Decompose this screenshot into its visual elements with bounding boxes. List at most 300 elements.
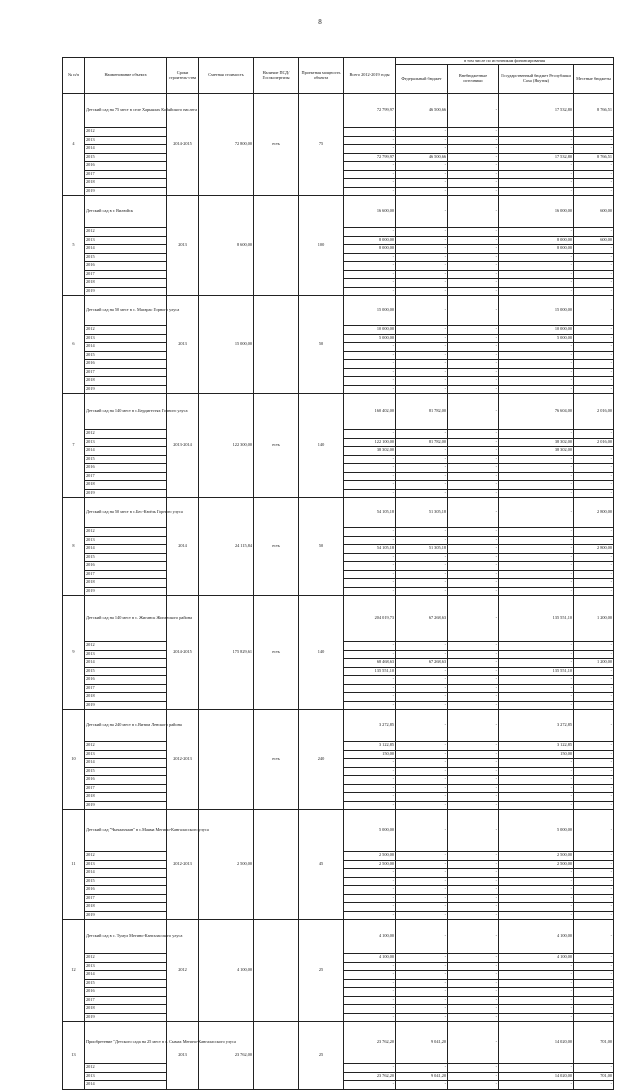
year-state: - — [499, 455, 574, 464]
year-federal: - — [396, 676, 448, 685]
year-state: - — [499, 360, 574, 369]
year-local: - — [574, 776, 614, 785]
year-total: - — [344, 187, 396, 196]
year-local: - — [574, 767, 614, 776]
year-offbudget: - — [448, 245, 499, 254]
year-state: - — [499, 801, 574, 810]
year-local: - — [574, 642, 614, 651]
year-label: 2017 — [85, 170, 167, 179]
object-offbudget: - — [448, 296, 499, 326]
year-total: 5 000,00 — [344, 334, 396, 343]
year-federal: - — [396, 170, 448, 179]
year-federal: - — [396, 587, 448, 596]
year-label: 2013 — [85, 860, 167, 869]
year-label: 2016 — [85, 162, 167, 171]
year-offbudget: - — [448, 279, 499, 288]
object-capacity: 50 — [299, 498, 344, 596]
object-capacity: 140 — [299, 394, 344, 498]
object-terms: 2013 — [167, 196, 199, 296]
year-offbudget: - — [448, 464, 499, 473]
object-cost: 72 800,00 — [199, 94, 254, 196]
object-offbudget: - — [448, 810, 499, 852]
year-federal: - — [396, 667, 448, 676]
object-name: Детский сад на 140 мест в с.Бердигестях Горного улуса — [85, 394, 167, 430]
year-label: 2014 — [85, 447, 167, 456]
year-federal: - — [396, 455, 448, 464]
year-label: 2018 — [85, 579, 167, 588]
year-label: 2017 — [85, 684, 167, 693]
year-federal: - — [396, 447, 448, 456]
year-total: - — [344, 587, 396, 596]
year-offbudget: - — [448, 570, 499, 579]
year-label: 2014 — [85, 1081, 167, 1090]
year-label: 2018 — [85, 903, 167, 912]
year-offbudget: - — [448, 262, 499, 271]
year-local: - — [574, 579, 614, 588]
year-total: 38 302,00 — [344, 447, 396, 456]
year-federal: - — [396, 179, 448, 188]
year-total: 8 000,00 — [344, 245, 396, 254]
year-federal: - — [396, 971, 448, 980]
object-offbudget: - — [448, 394, 499, 430]
object-psd: есть — [254, 710, 299, 810]
year-local: - — [574, 954, 614, 963]
year-offbudget: - — [448, 1064, 499, 1073]
object-name: Детский сад на 50 мест в с. Магарас Горного улуса — [85, 296, 167, 326]
year-state: - — [499, 287, 574, 296]
year-offbudget: - — [448, 368, 499, 377]
year-total: 122 100,00 — [344, 438, 396, 447]
year-federal: - — [396, 750, 448, 759]
year-local: - — [574, 136, 614, 145]
year-federal: - — [396, 464, 448, 473]
year-state: - — [499, 270, 574, 279]
year-offbudget: - — [448, 971, 499, 980]
year-state: - — [499, 262, 574, 271]
year-offbudget: - — [448, 447, 499, 456]
object-local: 1 200,00 — [574, 596, 614, 642]
year-federal: - — [396, 869, 448, 878]
object-capacity: 25 — [299, 1022, 344, 1090]
year-offbudget: - — [448, 996, 499, 1005]
year-local: - — [574, 988, 614, 997]
year-offbudget: - — [448, 667, 499, 676]
year-total: - — [344, 279, 396, 288]
object-total: 15 000,00 — [344, 296, 396, 326]
year-state: - — [499, 911, 574, 920]
year-label: 2019 — [85, 587, 167, 596]
col-header-terms: Сроки строитель-ства — [167, 58, 199, 94]
year-offbudget: - — [448, 145, 499, 154]
object-cost: 8 600,00 — [199, 196, 254, 296]
year-local: - — [574, 869, 614, 878]
year-label: 2019 — [85, 801, 167, 810]
year-local: - — [574, 472, 614, 481]
year-total: - — [344, 676, 396, 685]
object-capacity: 240 — [299, 710, 344, 810]
year-state: - — [499, 659, 574, 668]
year-offbudget: - — [448, 894, 499, 903]
year-state: - — [499, 187, 574, 196]
object-row — [63, 810, 614, 852]
year-total: - — [344, 1013, 396, 1022]
object-number: 13 — [63, 1022, 85, 1090]
year-offbudget: - — [448, 553, 499, 562]
year-label: 2013 — [85, 236, 167, 245]
object-terms: 2014 — [167, 498, 199, 596]
object-row — [63, 710, 614, 742]
year-state: - — [499, 971, 574, 980]
year-total: - — [344, 579, 396, 588]
object-offbudget: - — [448, 196, 499, 228]
object-state: 15 000,00 — [499, 296, 574, 326]
year-label: 2019 — [85, 911, 167, 920]
year-local: - — [574, 385, 614, 394]
year-total: - — [344, 270, 396, 279]
object-local: 600,00 — [574, 196, 614, 228]
year-label: 2018 — [85, 481, 167, 490]
year-state: 4 100,00 — [499, 954, 574, 963]
year-total: - — [344, 911, 396, 920]
year-offbudget: - — [448, 1081, 499, 1090]
year-local: 1 200,00 — [574, 659, 614, 668]
year-local: - — [574, 553, 614, 562]
object-local: 701,00 — [574, 1022, 614, 1064]
year-federal: - — [396, 988, 448, 997]
year-offbudget: - — [448, 528, 499, 537]
year-state: - — [499, 368, 574, 377]
year-federal: - — [396, 759, 448, 768]
object-cost — [199, 710, 254, 810]
year-state: - — [499, 776, 574, 785]
year-federal: - — [396, 360, 448, 369]
year-label: 2019 — [85, 1013, 167, 1022]
year-label: 2012 — [85, 1064, 167, 1073]
year-state: - — [499, 385, 574, 394]
year-federal: - — [396, 162, 448, 171]
year-state: - — [499, 996, 574, 1005]
object-name: Детский сад на 75 мест в селе Харыялах Кобяйского наслега — [85, 94, 167, 128]
year-state: - — [499, 162, 574, 171]
year-total: 3 122,85 — [344, 742, 396, 751]
year-local: - — [574, 528, 614, 537]
year-state: 17 532,80 — [499, 153, 574, 162]
year-label: 2013 — [85, 334, 167, 343]
year-local: 600,00 — [574, 236, 614, 245]
year-state: - — [499, 145, 574, 154]
year-label: 2015 — [85, 553, 167, 562]
object-psd: есть — [254, 94, 299, 196]
year-state: 14 020,00 — [499, 1072, 574, 1081]
year-federal: - — [396, 801, 448, 810]
year-label: 2019 — [85, 489, 167, 498]
year-total: - — [344, 894, 396, 903]
year-offbudget: - — [448, 187, 499, 196]
object-total: 160 402,00 — [344, 394, 396, 430]
object-cost: 175 829,61 — [199, 596, 254, 710]
year-federal: - — [396, 701, 448, 710]
year-state: 10 000,00 — [499, 326, 574, 335]
year-state: - — [499, 1081, 574, 1090]
year-federal: - — [396, 536, 448, 545]
year-state: - — [499, 562, 574, 571]
year-local: - — [574, 684, 614, 693]
year-federal: - — [396, 911, 448, 920]
object-row — [63, 196, 614, 228]
year-offbudget: - — [448, 377, 499, 386]
year-local: - — [574, 128, 614, 137]
year-local: - — [574, 343, 614, 352]
year-federal: 67 268,63 — [396, 659, 448, 668]
year-state: - — [499, 759, 574, 768]
year-local: - — [574, 464, 614, 473]
year-state: 8 000,00 — [499, 236, 574, 245]
object-federal: - — [396, 296, 448, 326]
year-offbudget: - — [448, 326, 499, 335]
year-state: - — [499, 170, 574, 179]
year-label: 2018 — [85, 1005, 167, 1014]
year-local: 2 016,00 — [574, 438, 614, 447]
year-state: - — [499, 1013, 574, 1022]
year-offbudget: - — [448, 801, 499, 810]
object-terms: 2013 — [167, 1022, 199, 1090]
year-local: - — [574, 1081, 614, 1090]
year-offbudget: - — [448, 334, 499, 343]
object-terms: 2012-2013 — [167, 710, 199, 810]
year-federal: - — [396, 693, 448, 702]
year-label: 2012 — [85, 954, 167, 963]
year-offbudget: - — [448, 877, 499, 886]
year-local: - — [574, 676, 614, 685]
year-total: - — [344, 262, 396, 271]
year-total: - — [344, 553, 396, 562]
object-psd: есть — [254, 498, 299, 596]
year-total: - — [344, 570, 396, 579]
year-state: - — [499, 886, 574, 895]
year-offbudget: - — [448, 179, 499, 188]
year-label: 2017 — [85, 894, 167, 903]
object-cost: 4 100,00 — [199, 920, 254, 1022]
object-state: 16 000,00 — [499, 196, 574, 228]
year-local: 701,00 — [574, 1072, 614, 1081]
year-local: - — [574, 996, 614, 1005]
object-federal: - — [396, 920, 448, 954]
year-state: - — [499, 136, 574, 145]
object-terms: 2014-2015 — [167, 94, 199, 196]
year-offbudget: - — [448, 776, 499, 785]
year-offbudget: - — [448, 642, 499, 651]
year-local: - — [574, 360, 614, 369]
object-state: 135 551,10 — [499, 596, 574, 642]
year-state: - — [499, 351, 574, 360]
year-label: 2017 — [85, 472, 167, 481]
year-state: - — [499, 570, 574, 579]
year-label: 2015 — [85, 153, 167, 162]
year-total: - — [344, 368, 396, 377]
year-offbudget: - — [448, 153, 499, 162]
year-local: - — [574, 287, 614, 296]
year-state: - — [499, 903, 574, 912]
year-local: - — [574, 179, 614, 188]
year-federal: - — [396, 472, 448, 481]
year-offbudget: - — [448, 759, 499, 768]
year-federal: - — [396, 954, 448, 963]
year-offbudget: - — [448, 385, 499, 394]
year-federal: 81 782,00 — [396, 438, 448, 447]
year-federal: - — [396, 245, 448, 254]
year-label: 2016 — [85, 262, 167, 271]
year-label: 2019 — [85, 187, 167, 196]
year-offbudget: - — [448, 742, 499, 751]
object-state: 76 604,00 — [499, 394, 574, 430]
year-local: - — [574, 650, 614, 659]
year-total: - — [344, 988, 396, 997]
year-label: 2013 — [85, 1072, 167, 1081]
year-label: 2014 — [85, 145, 167, 154]
year-local: - — [574, 701, 614, 710]
year-label: 2012 — [85, 528, 167, 537]
object-capacity: 50 — [299, 296, 344, 394]
year-total: - — [344, 996, 396, 1005]
year-state: - — [499, 767, 574, 776]
year-offbudget: - — [448, 860, 499, 869]
year-total: - — [344, 869, 396, 878]
year-offbudget: - — [448, 911, 499, 920]
object-total: 5 000,00 — [344, 810, 396, 852]
col-header-no: № п/п — [63, 58, 85, 94]
year-total: 10 000,00 — [344, 326, 396, 335]
year-local: - — [574, 801, 614, 810]
year-local: - — [574, 245, 614, 254]
col-header-group: в том числе по источникам финансирования — [396, 58, 614, 65]
year-total: 2 500,00 — [344, 852, 396, 861]
object-terms: 2012 — [167, 920, 199, 1022]
col-header-capacity: Проектная мощность объекта — [299, 58, 344, 94]
year-label: 2012 — [85, 742, 167, 751]
object-name: Приобретение "Детского сада на 25 мест в с. Сымах Мегино-Кангаласского улуса — [85, 1022, 167, 1064]
year-total: - — [344, 351, 396, 360]
col-header-federal: Федеральный бюджет — [396, 65, 448, 94]
year-federal: - — [396, 228, 448, 237]
year-total: - — [344, 793, 396, 802]
object-total: 72 799,97 — [344, 94, 396, 128]
year-local: - — [574, 481, 614, 490]
year-total: - — [344, 562, 396, 571]
year-total: 72 799,97 — [344, 153, 396, 162]
year-total: - — [344, 1005, 396, 1014]
object-row — [63, 596, 614, 642]
year-total: - — [344, 136, 396, 145]
year-local: - — [574, 971, 614, 980]
year-total: - — [344, 1064, 396, 1073]
object-number: 9 — [63, 596, 85, 710]
year-offbudget: - — [448, 693, 499, 702]
object-total: 4 100,00 — [344, 920, 396, 954]
year-state: - — [499, 962, 574, 971]
year-state: 2 500,00 — [499, 852, 574, 861]
year-offbudget: - — [448, 455, 499, 464]
object-local: 8 766,51 — [574, 94, 614, 128]
year-state: - — [499, 877, 574, 886]
year-offbudget: - — [448, 438, 499, 447]
year-total: - — [344, 979, 396, 988]
year-label: 2018 — [85, 179, 167, 188]
year-offbudget: - — [448, 979, 499, 988]
year-offbudget: - — [448, 481, 499, 490]
year-state: - — [499, 979, 574, 988]
year-local: - — [574, 536, 614, 545]
year-label: 2013 — [85, 536, 167, 545]
year-federal: - — [396, 684, 448, 693]
year-state: - — [499, 701, 574, 710]
year-total: - — [344, 145, 396, 154]
year-total: - — [344, 228, 396, 237]
year-local: - — [574, 270, 614, 279]
year-federal: - — [396, 489, 448, 498]
object-number: 8 — [63, 498, 85, 596]
year-label: 2013 — [85, 136, 167, 145]
year-label: 2018 — [85, 693, 167, 702]
year-offbudget: - — [448, 1013, 499, 1022]
year-state: - — [499, 587, 574, 596]
year-offbudget: - — [448, 162, 499, 171]
object-row — [63, 498, 614, 528]
object-psd — [254, 920, 299, 1022]
year-total: - — [344, 385, 396, 394]
year-federal: - — [396, 996, 448, 1005]
year-offbudget: - — [448, 128, 499, 137]
year-offbudget: - — [448, 351, 499, 360]
year-offbudget: - — [448, 659, 499, 668]
year-label: 2012 — [85, 128, 167, 137]
object-name: Детский сад на 240 мест в с.Витим Ленского района — [85, 710, 167, 742]
year-federal: - — [396, 136, 448, 145]
year-total: - — [344, 776, 396, 785]
year-offbudget: - — [448, 579, 499, 588]
object-capacity: 100 — [299, 196, 344, 296]
year-label: 2014 — [85, 971, 167, 980]
object-psd: есть — [254, 596, 299, 710]
object-cost: 23 762,00 — [199, 1022, 254, 1090]
year-local: - — [574, 759, 614, 768]
year-federal: 51 305,18 — [396, 545, 448, 554]
year-label: 2017 — [85, 996, 167, 1005]
year-offbudget: - — [448, 1072, 499, 1081]
year-federal: - — [396, 1013, 448, 1022]
object-federal: 81 782,00 — [396, 394, 448, 430]
year-local: - — [574, 253, 614, 262]
year-state: - — [499, 642, 574, 651]
year-federal: - — [396, 650, 448, 659]
year-federal: - — [396, 553, 448, 562]
year-federal: - — [396, 642, 448, 651]
year-federal: - — [396, 979, 448, 988]
year-federal: - — [396, 776, 448, 785]
year-federal: - — [396, 236, 448, 245]
year-state: - — [499, 894, 574, 903]
year-offbudget: - — [448, 784, 499, 793]
year-total: - — [344, 642, 396, 651]
year-local: - — [574, 279, 614, 288]
year-offbudget: - — [448, 852, 499, 861]
table-body — [63, 94, 614, 1090]
year-federal: - — [396, 270, 448, 279]
object-psd: есть — [254, 394, 299, 498]
object-row — [63, 394, 614, 430]
year-total: - — [344, 701, 396, 710]
object-capacity: 25 — [299, 920, 344, 1022]
year-local: - — [574, 886, 614, 895]
